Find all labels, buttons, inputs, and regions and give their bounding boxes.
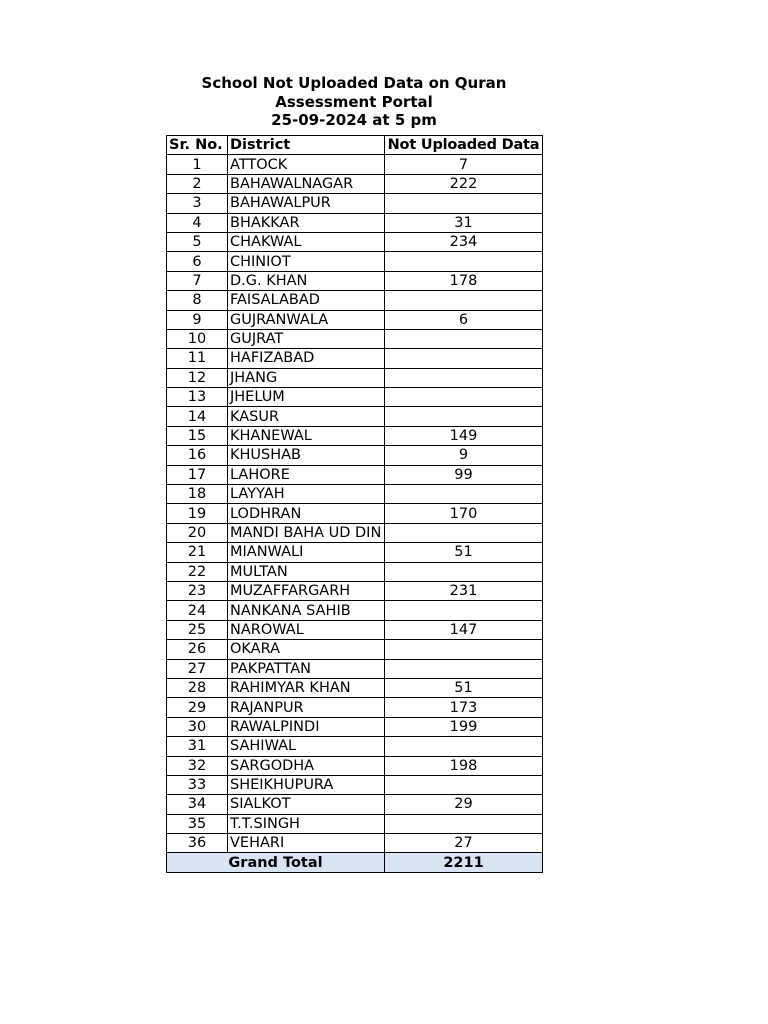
row-district: CHINIOT [228, 252, 385, 271]
row-not-uploaded-value: 99 [385, 465, 543, 484]
row-sr-no: 2 [167, 174, 228, 193]
row-district: MUZAFFARGARH [228, 581, 385, 600]
row-not-uploaded-value [385, 640, 543, 659]
table-row [167, 232, 543, 251]
row-not-uploaded-value: 234 [385, 232, 543, 251]
row-not-uploaded-value [385, 194, 543, 213]
row-sr-no: 26 [167, 640, 228, 659]
row-district: KHUSHAB [228, 446, 385, 465]
row-not-uploaded-value [385, 485, 543, 504]
row-not-uploaded-value: 31 [385, 213, 543, 232]
row-district: SAHIWAL [228, 737, 385, 756]
table-row [167, 737, 543, 756]
table-row [167, 775, 543, 794]
row-not-uploaded-value [385, 601, 543, 620]
table-row [167, 601, 543, 620]
title-line-3: 25-09-2024 at 5 pm [271, 111, 437, 129]
row-sr-no: 3 [167, 194, 228, 213]
row-district: BAHAWALPUR [228, 194, 385, 213]
district-data-table [166, 135, 543, 873]
table-row [167, 368, 543, 387]
table-row [167, 271, 543, 290]
table-row [167, 698, 543, 717]
row-district: SHEIKHUPURA [228, 775, 385, 794]
row-sr-no: 34 [167, 795, 228, 814]
row-sr-no: 9 [167, 310, 228, 329]
row-district: SIALKOT [228, 795, 385, 814]
table-row [167, 523, 543, 542]
row-sr-no: 8 [167, 291, 228, 310]
row-sr-no: 36 [167, 834, 228, 853]
row-not-uploaded-value [385, 775, 543, 794]
row-not-uploaded-value: 199 [385, 717, 543, 736]
table-row [167, 252, 543, 271]
row-sr-no: 7 [167, 271, 228, 290]
row-district: FAISALABAD [228, 291, 385, 310]
row-not-uploaded-value [385, 523, 543, 542]
header-sr-no: Sr. No. [167, 136, 228, 155]
table-row [167, 194, 543, 213]
row-district: NANKANA SAHIB [228, 601, 385, 620]
row-not-uploaded-value: 9 [385, 446, 543, 465]
row-district: BAHAWALNAGAR [228, 174, 385, 193]
row-not-uploaded-value: 149 [385, 426, 543, 445]
row-not-uploaded-value: 29 [385, 795, 543, 814]
table-row [167, 310, 543, 329]
row-not-uploaded-value [385, 814, 543, 833]
row-district: T.T.SINGH [228, 814, 385, 833]
row-district: RAJANPUR [228, 698, 385, 717]
row-sr-no: 18 [167, 485, 228, 504]
row-not-uploaded-value [385, 562, 543, 581]
table-row [167, 659, 543, 678]
row-district: LAYYAH [228, 485, 385, 504]
row-not-uploaded-value [385, 388, 543, 407]
table-row [167, 329, 543, 348]
row-district: JHANG [228, 368, 385, 387]
table-row [167, 213, 543, 232]
row-not-uploaded-value [385, 291, 543, 310]
row-not-uploaded-value: 231 [385, 581, 543, 600]
table-row [167, 407, 543, 426]
row-district: BHAKKAR [228, 213, 385, 232]
row-sr-no: 1 [167, 155, 228, 174]
table-row [167, 426, 543, 445]
row-sr-no: 4 [167, 213, 228, 232]
row-sr-no: 22 [167, 562, 228, 581]
row-not-uploaded-value [385, 737, 543, 756]
table-row [167, 581, 543, 600]
table-row [167, 446, 543, 465]
grand-total-row [167, 853, 543, 872]
row-district: D.G. KHAN [228, 271, 385, 290]
row-not-uploaded-value: 170 [385, 504, 543, 523]
row-sr-no: 23 [167, 581, 228, 600]
row-district: GUJRANWALA [228, 310, 385, 329]
row-district: MULTAN [228, 562, 385, 581]
row-district: KHANEWAL [228, 426, 385, 445]
table-row [167, 795, 543, 814]
row-not-uploaded-value: 7 [385, 155, 543, 174]
row-sr-no: 28 [167, 678, 228, 697]
row-sr-no: 11 [167, 349, 228, 368]
header-district: District [228, 136, 385, 155]
row-not-uploaded-value: 6 [385, 310, 543, 329]
row-sr-no: 13 [167, 388, 228, 407]
row-sr-no: 29 [167, 698, 228, 717]
grand-total-value: 2211 [385, 853, 543, 872]
row-not-uploaded-value: 27 [385, 834, 543, 853]
row-sr-no: 10 [167, 329, 228, 348]
row-sr-no: 5 [167, 232, 228, 251]
row-not-uploaded-value [385, 252, 543, 271]
row-sr-no: 21 [167, 543, 228, 562]
row-sr-no: 25 [167, 620, 228, 639]
row-not-uploaded-value: 178 [385, 271, 543, 290]
row-district: RAHIMYAR KHAN [228, 678, 385, 697]
title-line-1: School Not Uploaded Data on Quran [201, 74, 507, 92]
row-sr-no: 14 [167, 407, 228, 426]
table-row [167, 678, 543, 697]
table-row [167, 834, 543, 853]
row-district: MIANWALI [228, 543, 385, 562]
row-not-uploaded-value [385, 368, 543, 387]
row-district: VEHARI [228, 834, 385, 853]
row-district: GUJRAT [228, 329, 385, 348]
table-header-row [167, 136, 543, 155]
table-row [167, 291, 543, 310]
row-district: SARGODHA [228, 756, 385, 775]
row-sr-no: 15 [167, 426, 228, 445]
row-sr-no: 33 [167, 775, 228, 794]
row-not-uploaded-value [385, 349, 543, 368]
row-sr-no: 12 [167, 368, 228, 387]
row-district: PAKPATTAN [228, 659, 385, 678]
table-row [167, 814, 543, 833]
table-row [167, 543, 543, 562]
row-district: OKARA [228, 640, 385, 659]
row-not-uploaded-value [385, 659, 543, 678]
table-row [167, 465, 543, 484]
row-sr-no: 24 [167, 601, 228, 620]
row-sr-no: 17 [167, 465, 228, 484]
row-sr-no: 16 [167, 446, 228, 465]
row-district: MANDI BAHA UD DIN [228, 523, 385, 542]
table-row [167, 349, 543, 368]
row-sr-no: 27 [167, 659, 228, 678]
row-district: CHAKWAL [228, 232, 385, 251]
table-row [167, 155, 543, 174]
table-row [167, 640, 543, 659]
row-not-uploaded-value [385, 329, 543, 348]
row-sr-no: 35 [167, 814, 228, 833]
row-not-uploaded-value: 51 [385, 543, 543, 562]
row-sr-no: 19 [167, 504, 228, 523]
table-row [167, 174, 543, 193]
row-district: KASUR [228, 407, 385, 426]
table-row [167, 562, 543, 581]
table-row [167, 620, 543, 639]
title-line-2: Assessment Portal [275, 92, 433, 111]
grand-total-label: Grand Total [167, 853, 385, 872]
row-district: HAFIZABAD [228, 349, 385, 368]
row-district: LAHORE [228, 465, 385, 484]
row-sr-no: 6 [167, 252, 228, 271]
table-row [167, 717, 543, 736]
row-not-uploaded-value: 51 [385, 678, 543, 697]
row-district: RAWALPINDI [228, 717, 385, 736]
row-not-uploaded-value: 173 [385, 698, 543, 717]
row-sr-no: 30 [167, 717, 228, 736]
row-district: NAROWAL [228, 620, 385, 639]
row-not-uploaded-value: 222 [385, 174, 543, 193]
table-body [167, 155, 543, 853]
row-district: ATTOCK [228, 155, 385, 174]
row-district: LODHRAN [228, 504, 385, 523]
header-not-uploaded-data: Not Uploaded Data [385, 136, 543, 155]
row-sr-no: 31 [167, 737, 228, 756]
report-title [166, 74, 542, 130]
row-not-uploaded-value: 147 [385, 620, 543, 639]
table-row [167, 756, 543, 775]
row-sr-no: 20 [167, 523, 228, 542]
table-row [167, 485, 543, 504]
row-sr-no: 32 [167, 756, 228, 775]
row-not-uploaded-value [385, 407, 543, 426]
row-district: JHELUM [228, 388, 385, 407]
table-row [167, 504, 543, 523]
row-not-uploaded-value: 198 [385, 756, 543, 775]
table-row [167, 388, 543, 407]
